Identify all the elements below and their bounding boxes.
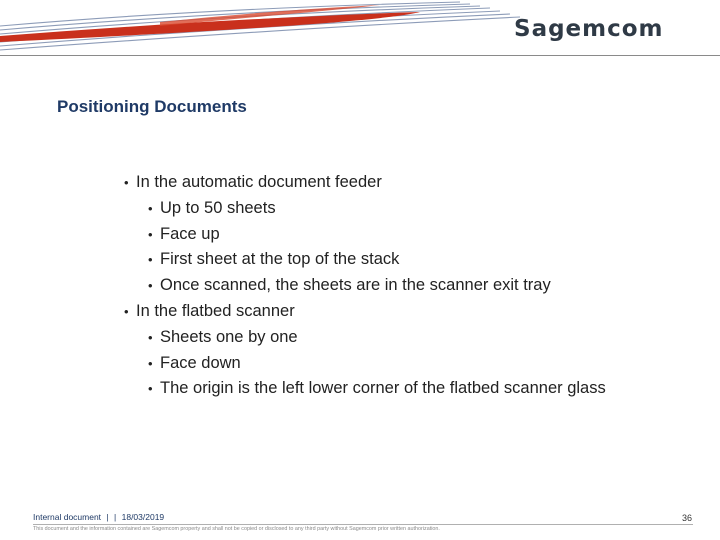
bullet-dot: • bbox=[148, 278, 153, 294]
bullet-text: The origin is the left lower corner of the flatbed scanner glass bbox=[160, 379, 606, 398]
sub-bullet-item bbox=[124, 351, 714, 377]
footer-divider bbox=[33, 524, 693, 525]
bullet-dot: • bbox=[148, 252, 153, 268]
footer-date: 18/03/2019 bbox=[121, 512, 165, 522]
footer-separator: | bbox=[106, 512, 109, 522]
bullet-dot: • bbox=[148, 355, 153, 371]
sub-bullet-item bbox=[124, 376, 714, 402]
bullet-text: Up to 50 sheets bbox=[160, 198, 276, 217]
header-swoosh-red bbox=[0, 12, 420, 42]
bullet-item bbox=[124, 170, 714, 196]
bullet-text: Face up bbox=[160, 224, 220, 243]
bullet-dot: • bbox=[148, 200, 153, 216]
sagemcom-logo: Sagemcom bbox=[514, 16, 664, 42]
sub-bullet-item bbox=[124, 196, 714, 222]
bullet-text: In the flatbed scanner bbox=[136, 301, 295, 320]
sub-bullet-item bbox=[124, 325, 714, 351]
bullet-text: In the automatic document feeder bbox=[136, 173, 382, 191]
bullet-list bbox=[124, 170, 714, 402]
header-divider bbox=[0, 55, 720, 56]
footer-meta bbox=[33, 512, 167, 522]
bullet-text: First sheet at the top of the stack bbox=[160, 250, 400, 269]
bullet-dot: • bbox=[124, 175, 129, 190]
bullet-dot: • bbox=[148, 329, 153, 345]
bullet-text: Face down bbox=[160, 353, 241, 372]
bullet-text: Sheets one by one bbox=[160, 327, 298, 346]
bullet-text: Once scanned, the sheets are in the scanner exit tray bbox=[160, 276, 551, 295]
sub-bullet-item bbox=[124, 247, 714, 273]
footer-separator: | bbox=[114, 512, 117, 522]
footer-classification: Internal document bbox=[33, 512, 102, 522]
sub-bullet-item bbox=[124, 273, 714, 299]
slide-title: Positioning Documents bbox=[57, 97, 247, 116]
bullet-dot: • bbox=[148, 226, 153, 242]
bullet-dot: • bbox=[148, 381, 153, 397]
page-number: 36 bbox=[681, 513, 692, 523]
sub-bullet-item bbox=[124, 222, 714, 248]
bullet-item bbox=[124, 299, 714, 325]
footer-disclaimer: This document and the information contained are Sagemcom property and shall not be copied or disclosed to any third party without Sagemcom prior written authorization. bbox=[33, 526, 440, 532]
bullet-dot: • bbox=[124, 303, 129, 319]
